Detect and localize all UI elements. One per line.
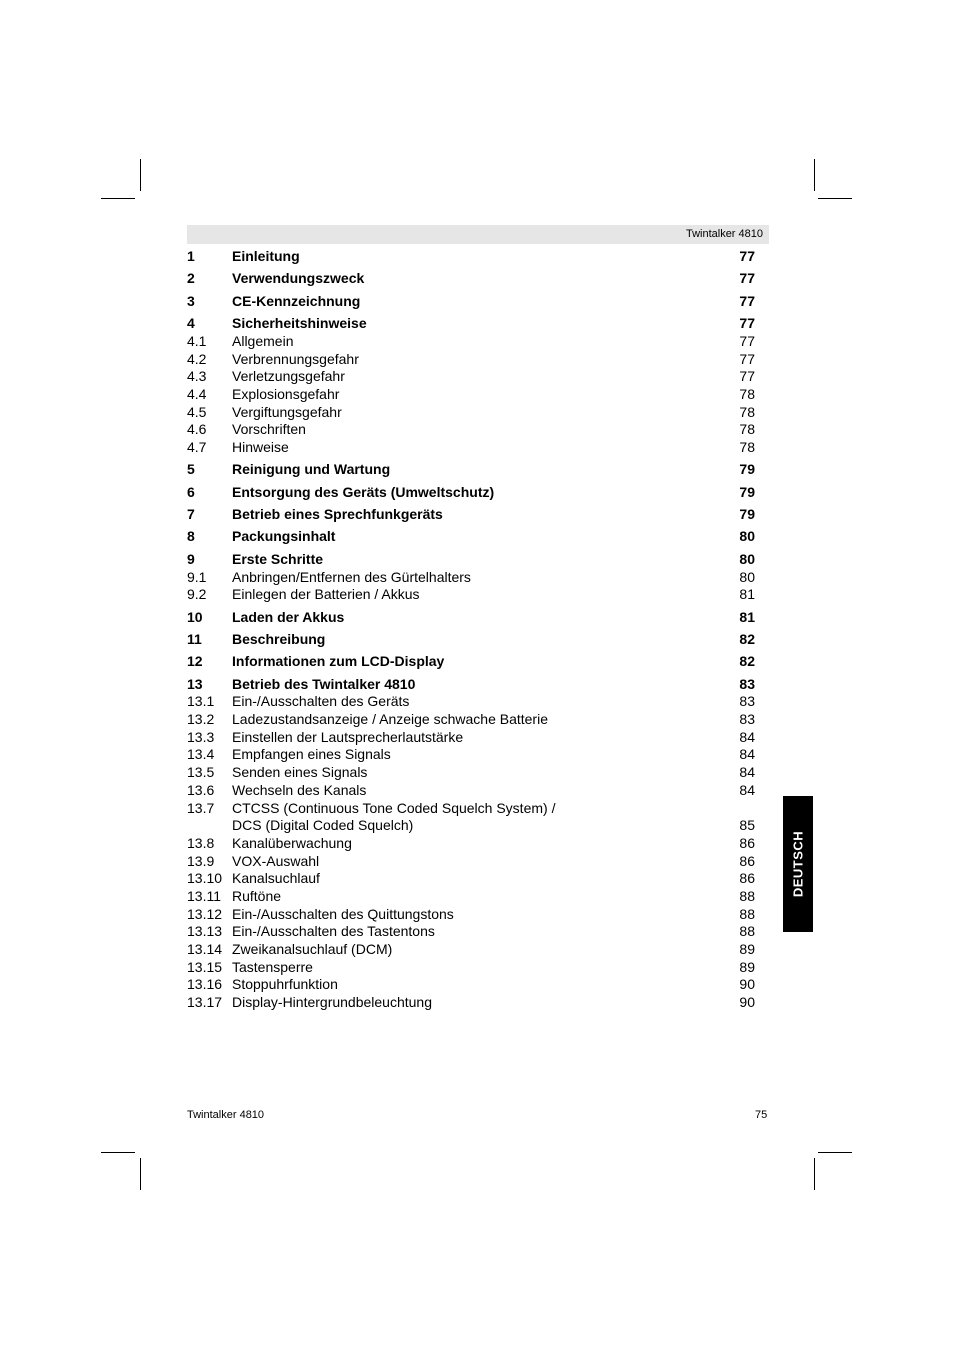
toc-entry-page: 77 (739, 315, 755, 332)
toc-entry-number: 8 (187, 528, 195, 545)
toc-chapter-row (187, 528, 755, 546)
crop-mark-top-right-horizontal (818, 198, 852, 199)
toc-entry-title: Wechseln des Kanals (232, 781, 367, 798)
toc-section-row (187, 351, 755, 369)
toc-entry-title: Kanalsuchlauf (232, 870, 320, 887)
toc-entry-title: Kanalüberwachung (232, 834, 352, 851)
toc-entry-title: Verwendungszweck (232, 270, 365, 287)
crop-mark-bottom-right-horizontal (818, 1152, 852, 1153)
toc-entry-number: 13.5 (187, 764, 215, 781)
toc-entry-number: 13.4 (187, 746, 215, 763)
toc-entry-title: Ruftöne (232, 887, 282, 904)
toc-entry-number: 9.1 (187, 568, 207, 585)
toc-entry-page: 77 (739, 270, 755, 287)
toc-entry-page: 78 (739, 385, 755, 402)
toc-entry-number: 4.3 (187, 368, 207, 385)
toc-entry-page: 83 (739, 675, 755, 692)
toc-entry-title: Allgemein (232, 332, 294, 349)
toc-section-row (187, 746, 755, 764)
toc-entry-title: Vergiftungsgefahr (232, 403, 342, 420)
toc-entry-page: 84 (739, 746, 755, 763)
toc-entry-page: 81 (739, 586, 755, 603)
crop-mark-top-right-vertical (814, 159, 815, 191)
toc-entry-title: Entsorgung des Geräts (Umweltschutz) (232, 483, 495, 500)
toc-entry-number: 4 (187, 315, 195, 332)
language-side-tab-label: DEUTSCH (790, 830, 806, 898)
toc-entry-page: 80 (739, 528, 755, 545)
toc-entry-number: 13.2 (187, 711, 215, 728)
toc-entry-number: 11 (187, 630, 202, 647)
toc-entry-page: 84 (739, 728, 755, 745)
toc-entry-number: 13.14 (187, 941, 223, 957)
toc-entry-number: 13.17 (187, 994, 223, 1011)
toc-entry-number: 13.12 (187, 905, 223, 922)
toc-entry-title: DCS (Digital Coded Squelch) (232, 817, 414, 834)
toc-entry-page: 85 (739, 817, 755, 834)
footer-title: Twintalker 4810 (187, 1109, 265, 1121)
toc-entry-page: 86 (739, 834, 755, 851)
toc-entry-title: Reinigung und Wartung (232, 461, 391, 478)
toc-entry-page: 77 (739, 368, 755, 385)
toc-entry-page: 79 (739, 483, 755, 500)
toc-entry-number: 13.9 (187, 852, 215, 869)
toc-entry-number: 4.1 (187, 332, 207, 349)
toc-chapter-row (187, 270, 755, 288)
toc-entry-number: 9.2 (187, 586, 207, 603)
toc-entry-number: 12 (187, 653, 203, 670)
toc-entry-title: Beschreibung (232, 630, 326, 647)
toc-entry-page: 88 (739, 887, 755, 904)
toc-section-row (187, 729, 755, 747)
toc-entry-number: 13.7 (187, 799, 215, 816)
toc-entry-page: 86 (739, 852, 755, 869)
toc-section-row (187, 959, 755, 977)
toc-entry-number: 13.6 (187, 781, 215, 798)
toc-entry-title: Informationen zum LCD-Display (232, 653, 445, 670)
toc-entry-number: 4.4 (187, 385, 207, 402)
crop-mark-bottom-right-vertical (814, 1158, 815, 1190)
toc-chapter-row (187, 315, 755, 333)
toc-section-row (187, 764, 755, 782)
toc-entry-page: 83 (739, 693, 755, 710)
toc-section-row (187, 870, 755, 888)
toc-section-row (187, 817, 755, 835)
toc-chapter-row (187, 631, 755, 649)
toc-entry-title: Einlegen der Batterien / Akkus (232, 586, 420, 603)
toc-entry-number: 13 (187, 675, 203, 692)
toc-entry-page: 82 (739, 653, 755, 670)
toc-section-row (187, 994, 755, 1012)
toc-entry-number: 4.5 (187, 403, 207, 420)
toc-chapter-row (187, 609, 755, 627)
toc-entry-title: Verbrennungsgefahr (232, 350, 359, 367)
toc-entry-title: CE-Kennzeichnung (232, 292, 361, 309)
toc-entry-page: 77 (739, 292, 755, 309)
toc-entry-title: Senden eines Signals (232, 764, 368, 781)
toc-section-row (187, 421, 755, 439)
toc-section-row (187, 976, 755, 994)
toc-entry-number: 13.1 (187, 693, 215, 710)
toc-entry-page: 79 (739, 461, 755, 478)
toc-entry-title: Stoppuhrfunktion (232, 976, 338, 993)
toc-entry-number: 13.13 (187, 923, 223, 940)
toc-chapter-row (187, 676, 755, 694)
toc-entry-number: 13.8 (187, 834, 215, 851)
toc-entry-number: 13.15 (187, 958, 223, 975)
toc-entry-title: Vorschriften (232, 421, 306, 438)
toc-entry-number: 6 (187, 483, 195, 500)
toc-entry-page: 80 (739, 568, 755, 585)
toc-chapter-row (187, 484, 755, 502)
toc-entry-page: 78 (739, 438, 755, 455)
table-of-contents (187, 248, 755, 1012)
toc-entry-title: Betrieb eines Sprechfunkgeräts (232, 506, 443, 523)
toc-section-row (187, 368, 755, 386)
toc-entry-title: Empfangen eines Signals (232, 746, 391, 763)
toc-section-row (187, 693, 755, 711)
toc-section-row (187, 888, 755, 906)
toc-entry-title: Anbringen/Entfernen des Gürtelhalters (232, 568, 471, 585)
page-number: 75 (755, 1109, 768, 1121)
toc-entry-page: 84 (739, 781, 755, 798)
toc-entry-number: 4.7 (187, 438, 207, 455)
toc-entry-page: 78 (739, 403, 755, 420)
toc-section-row (187, 333, 755, 351)
toc-entry-title: Display-Hintergrundbeleuchtung (232, 994, 433, 1011)
toc-entry-title: Packungsinhalt (232, 528, 336, 545)
toc-entry-title: Zweikanalsuchlauf (DCM) (232, 941, 393, 957)
toc-entry-title: Sicherheitshinweise (232, 315, 367, 332)
toc-section-row (187, 569, 755, 587)
toc-section-row (187, 711, 755, 729)
toc-entry-page: 90 (739, 976, 755, 993)
toc-entry-title: Explosionsgefahr (232, 385, 340, 402)
toc-entry-page: 78 (739, 421, 755, 438)
toc-chapter-row (187, 551, 755, 569)
toc-entry-title: Einleitung (232, 248, 300, 264)
toc-section-row (187, 386, 755, 404)
toc-entry-page: 79 (739, 506, 755, 523)
toc-chapter-row (187, 653, 755, 671)
toc-entry-title: VOX-Auswahl (232, 852, 320, 869)
toc-entry-page: 82 (739, 630, 755, 647)
toc-section-row (187, 853, 755, 871)
toc-section-row (187, 923, 755, 941)
toc-entry-number: 9 (187, 550, 195, 567)
toc-entry-title: Ladezustandsanzeige / Anzeige schwache Batterie (232, 711, 548, 728)
toc-entry-title: Einstellen der Lautsprecherlautstärke (232, 728, 464, 745)
crop-mark-top-left-horizontal (101, 198, 135, 199)
toc-entry-number: 13.16 (187, 976, 223, 993)
toc-entry-title: Verletzungsgefahr (232, 368, 345, 385)
toc-entry-title: Hinweise (232, 438, 289, 455)
toc-entry-number: 7 (187, 506, 195, 523)
toc-section-row (187, 586, 755, 604)
running-header-bar (187, 225, 769, 244)
toc-entry-page: 80 (739, 550, 755, 567)
toc-entry-page: 88 (739, 905, 755, 922)
toc-entry-title: Ein-/Ausschalten des Tastentons (232, 923, 435, 940)
toc-entry-number: 4.2 (187, 350, 207, 367)
toc-entry-page: 90 (739, 994, 755, 1011)
crop-mark-bottom-left-horizontal (101, 1152, 135, 1153)
toc-section-row (187, 941, 755, 959)
toc-entry-number: 10 (187, 608, 203, 625)
toc-entry-title: Ein-/Ausschalten des Geräts (232, 693, 410, 710)
toc-entry-page: 86 (739, 870, 755, 887)
toc-entry-title: Tastensperre (232, 958, 313, 975)
toc-entry-number: 3 (187, 292, 195, 309)
toc-entry-title: Ein-/Ausschalten des Quittungstons (232, 905, 454, 922)
toc-section-row (187, 906, 755, 924)
toc-section-row (187, 782, 755, 800)
crop-mark-top-left-vertical (140, 159, 141, 191)
toc-entry-page: 77 (739, 248, 755, 264)
toc-section-row (187, 404, 755, 422)
language-side-tab (783, 796, 813, 932)
toc-entry-page: 84 (739, 764, 755, 781)
toc-entry-page: 81 (739, 608, 755, 625)
toc-chapter-row (187, 293, 755, 311)
toc-section-row (187, 800, 755, 818)
toc-entry-page: 89 (739, 958, 755, 975)
toc-entry-title: Erste Schritte (232, 550, 324, 567)
toc-entry-page: 89 (739, 941, 755, 957)
running-header-title: Twintalker 4810 (685, 228, 763, 240)
toc-entry-title: CTCSS (Continuous Tone Coded Squelch System) / (232, 799, 556, 816)
toc-entry-number: 1 (187, 248, 195, 264)
toc-chapter-row (187, 506, 755, 524)
toc-entry-page: 77 (739, 350, 755, 367)
toc-entry-title: Laden der Akkus (232, 608, 345, 625)
toc-entry-number: 13.11 (187, 887, 221, 904)
toc-chapter-row (187, 248, 755, 266)
toc-entry-number: 5 (187, 461, 195, 478)
toc-entry-page: 83 (739, 711, 755, 728)
toc-entry-title: Betrieb des Twintalker 4810 (232, 675, 416, 692)
toc-section-row (187, 835, 755, 853)
crop-mark-bottom-left-vertical (140, 1158, 141, 1190)
toc-entry-number: 2 (187, 270, 195, 287)
toc-entry-number: 4.6 (187, 421, 207, 438)
toc-entry-number: 13.3 (187, 728, 215, 745)
toc-section-row (187, 439, 755, 457)
toc-entry-page: 88 (739, 923, 755, 940)
toc-entry-page: 77 (739, 332, 755, 349)
toc-entry-number: 13.10 (187, 870, 223, 887)
toc-chapter-row (187, 461, 755, 479)
